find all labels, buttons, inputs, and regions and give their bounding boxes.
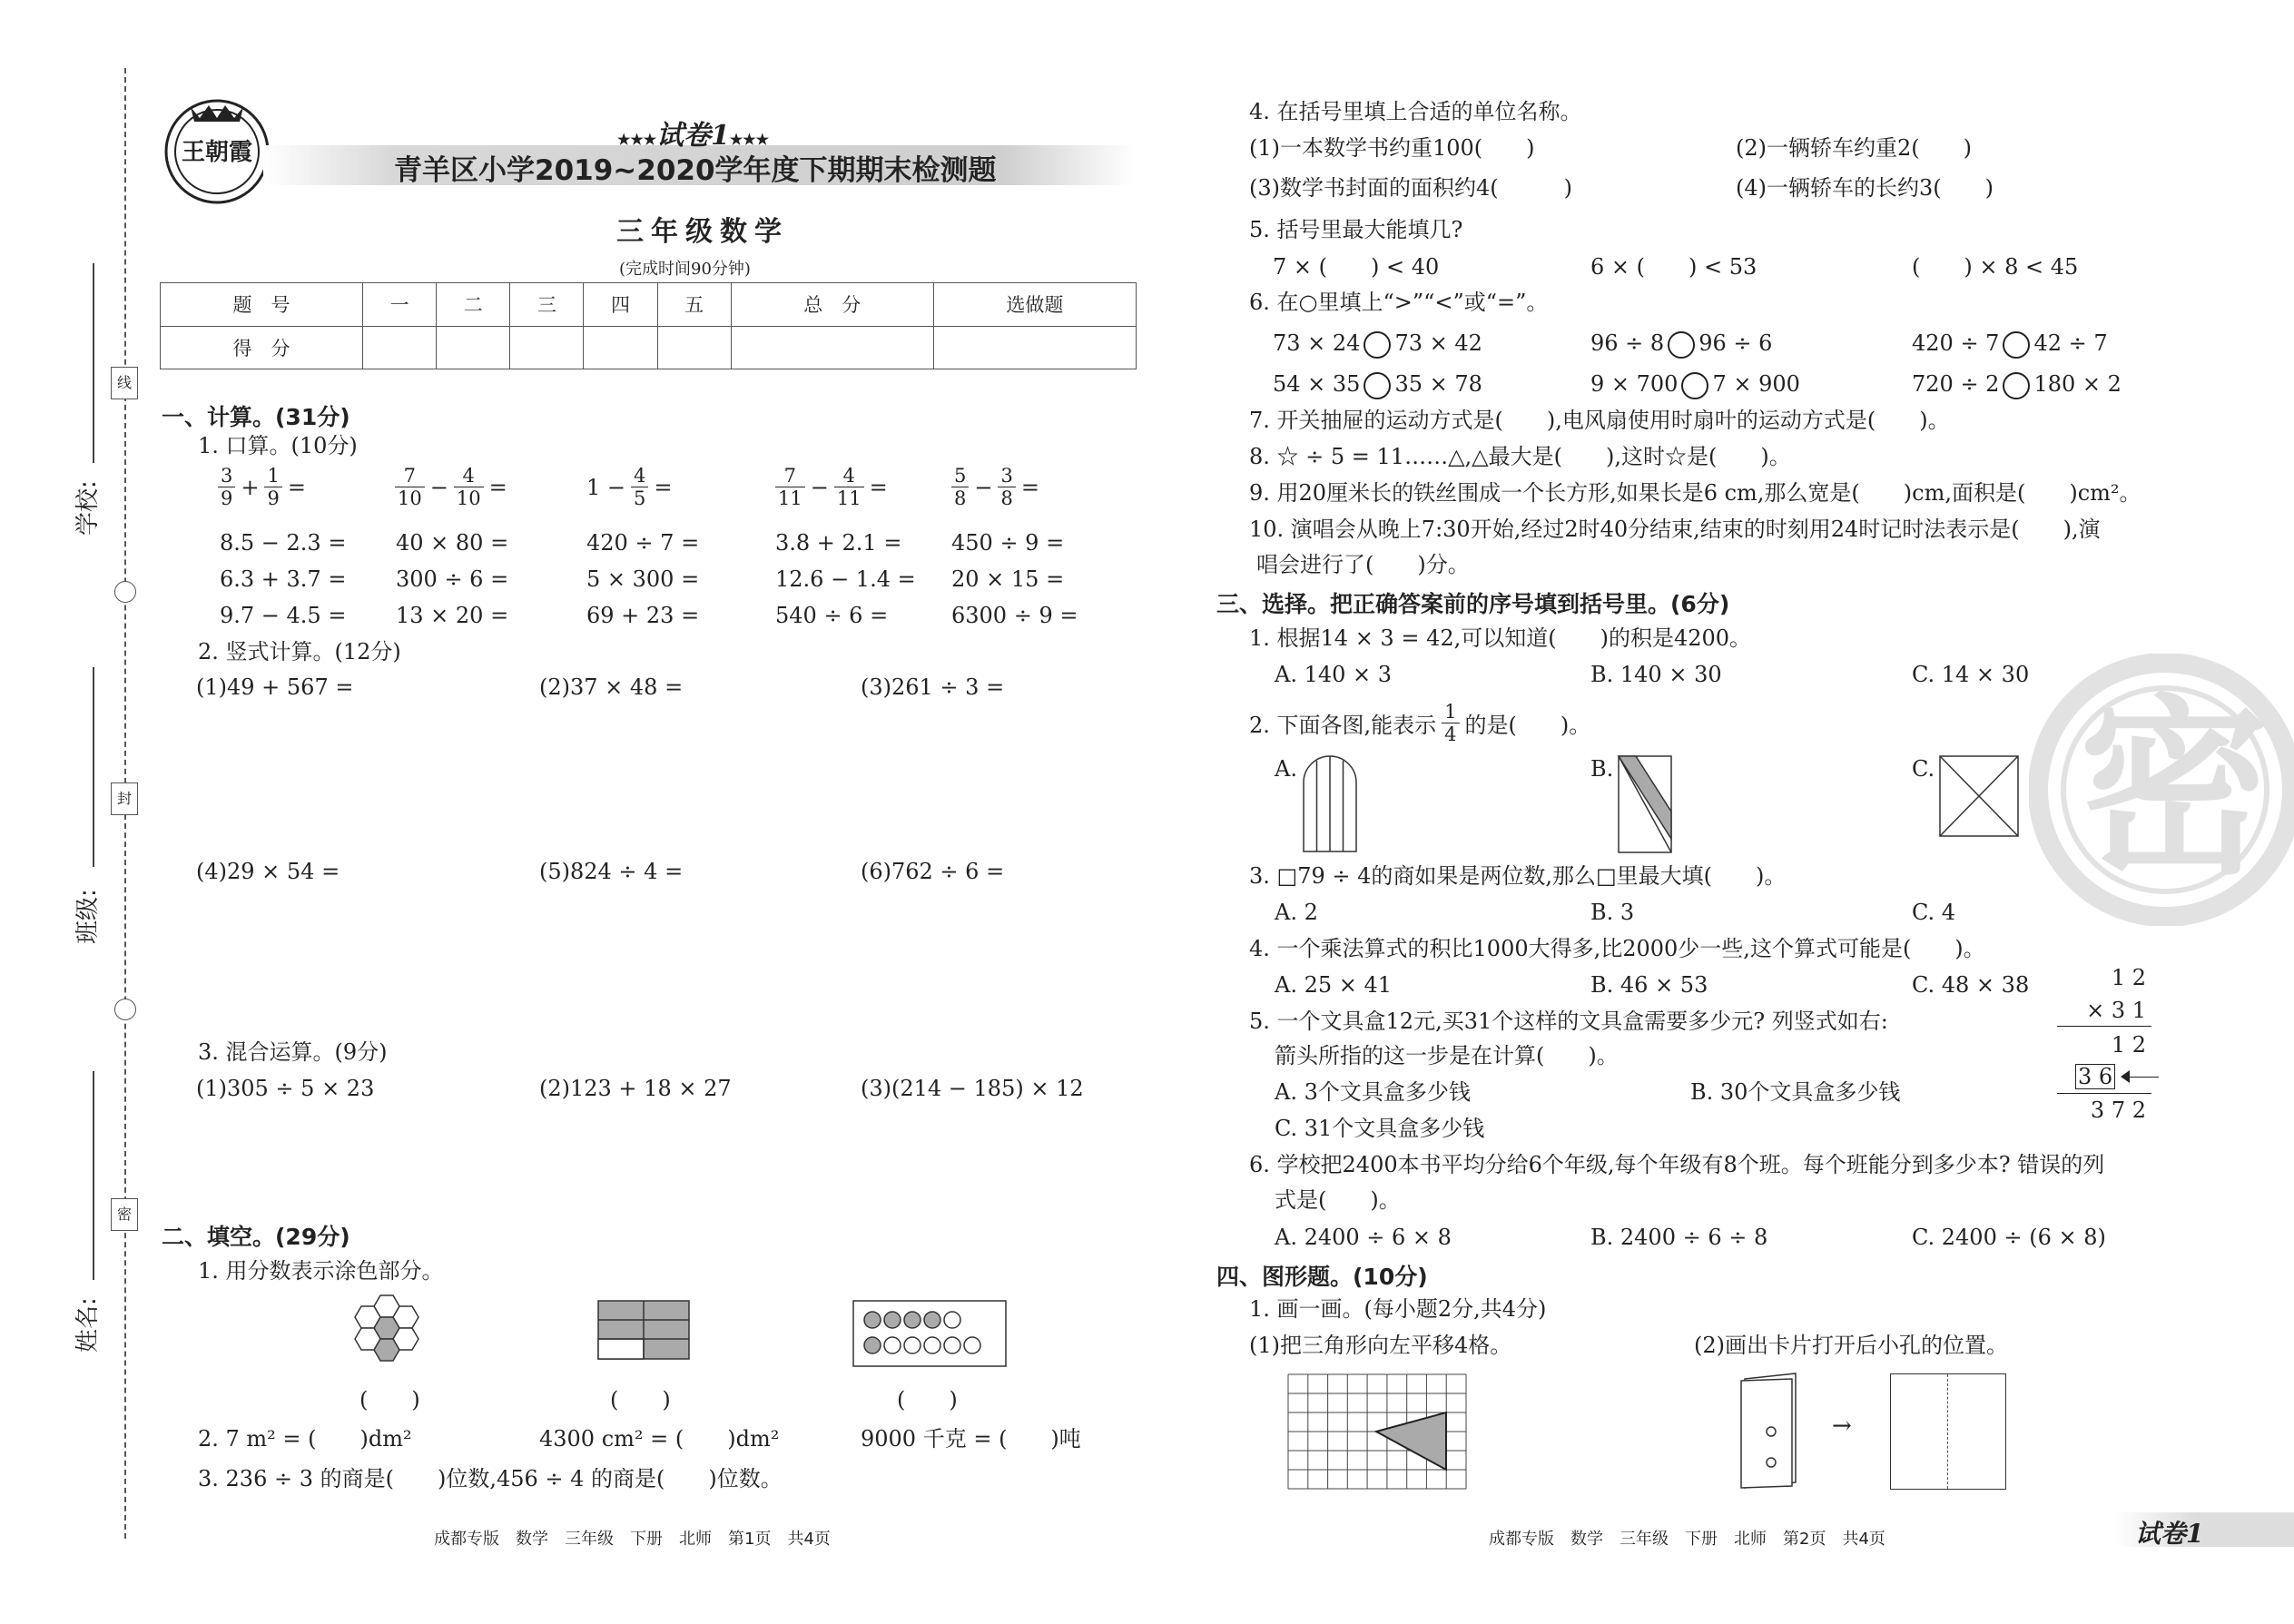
compare-right: 96 ÷ 6: [1698, 330, 1773, 356]
c2-option-label: B.: [1590, 756, 1614, 782]
compare-right: 180 × 2: [2033, 371, 2122, 397]
c1-question: 1. 根据14 × 3 = 42,可以知道( )的积是4200。: [1249, 625, 1752, 651]
c2-text: 2. 下面各图,能表示: [1249, 713, 1437, 738]
vertical-item: (3)261 ÷ 3 =: [861, 674, 1005, 700]
oral-item: 13 × 20 =: [396, 603, 509, 628]
compare-left: 720 ÷ 2: [1912, 371, 2000, 397]
c4-question: 4. 一个乘法算式的积比1000大得多,比2000少一些,这个算式可能是( )。: [1249, 936, 1985, 961]
c5-option: A. 3个文具盒多少钱: [1275, 1079, 1471, 1105]
compare-circle[interactable]: [1668, 331, 1695, 359]
paper-tag-text: 试卷1: [656, 120, 730, 152]
vertical-item: (4)29 × 54 =: [196, 859, 340, 884]
compare-circle[interactable]: [1681, 372, 1708, 399]
numerator: 5: [951, 465, 969, 487]
fraction-expr: $\frac{7}{10}$ − $\frac{4}{10}$ =: [395, 465, 507, 509]
c5-question: 5. 一个文具盒12元,买31个这样的文具盒需要多少元? 列竖式如右:: [1249, 1009, 1888, 1034]
oral-item: 40 × 80 =: [396, 530, 509, 556]
compare-right: 35 × 78: [1394, 371, 1482, 397]
answer-paren: ( ): [610, 1387, 671, 1412]
c4-option: C. 48 × 38: [1912, 972, 2030, 998]
denominator: 8: [1000, 487, 1013, 509]
c3-option: A. 2: [1275, 900, 1318, 925]
compare-item: [1273, 330, 1482, 359]
g1b-item: (2)画出卡片打开后小孔的位置。: [1694, 1333, 2008, 1358]
f2-item: 4300 cm² = ( )dm²: [539, 1426, 780, 1452]
c1-option: C. 14 × 30: [1912, 662, 2030, 687]
g1-title: 1. 画一画。(每小题2分,共4分): [1249, 1296, 1547, 1322]
denominator: 9: [221, 487, 233, 509]
numerator: 7: [395, 465, 425, 487]
corner-paper-tag: 试卷1: [2135, 1519, 2204, 1549]
hexagon-figure: [350, 1294, 434, 1381]
compare-circle[interactable]: [1364, 372, 1391, 399]
operator: 1 −: [586, 474, 626, 500]
oral-item: 300 ÷ 6 =: [396, 566, 509, 592]
fraction-expr: $\frac{5}{8}$ − $\frac{3}{8}$ =: [951, 465, 1039, 509]
vcalc-rule: [2057, 1093, 2151, 1094]
vertical-multiplication: [2048, 964, 2157, 1127]
svg-text:王朝霞: 王朝霞: [181, 139, 253, 166]
subject-title: 三年级数学: [616, 216, 789, 248]
vertical-item: (6)762 ÷ 6 =: [861, 859, 1005, 884]
fraction-expr: 1 − $\frac{4}{5}$ =: [586, 465, 673, 509]
oral-item: 12.6 − 1.4 =: [775, 566, 916, 592]
c2-question: [1249, 701, 1590, 745]
section-4-title: 四、图形题。(10分): [1216, 1264, 1428, 1290]
vcalc-boxed: 3 6: [2075, 1064, 2115, 1089]
compare-right: 73 × 42: [1394, 330, 1482, 356]
c6-option: C. 2400 ÷ (6 × 8): [1912, 1225, 2106, 1250]
folded-card-figure: [1739, 1372, 1803, 1493]
operator: −: [974, 474, 993, 500]
name-label: 姓名:: [74, 1297, 102, 1353]
exam-title: 青羊区小学2019~2020学年度下期期末检测题: [394, 154, 997, 187]
f1-title: 1. 用分数表示涂色部分。: [198, 1258, 444, 1284]
compare-item: [1590, 370, 1800, 399]
oral-item: 450 ÷ 9 =: [951, 530, 1065, 556]
f4-item: (2)一辆轿车约重2( ): [1736, 135, 1972, 161]
score-header-cell: 二: [437, 283, 510, 327]
compare-item: [1912, 370, 2122, 399]
c2-text: 的是( )。: [1464, 713, 1591, 738]
compare-right: 7 × 900: [1712, 371, 1800, 397]
vertical-item: (5)824 ÷ 4 =: [539, 859, 684, 884]
score-row-label: 得 分: [161, 326, 363, 369]
f5-item: 7 × ( ) < 40: [1273, 254, 1440, 280]
vcalc-row: 3 7 2: [2090, 1097, 2146, 1123]
mixed-item: (1)305 ÷ 5 × 23: [196, 1076, 375, 1101]
c6-question-2: 式是( )。: [1275, 1187, 1401, 1213]
f4-item: (4)一辆轿车的长约3( ): [1736, 175, 1994, 201]
name-line: [93, 1071, 94, 1280]
operator: −: [429, 474, 448, 500]
binding-tag-seal: 封: [111, 782, 138, 815]
right-arrow-icon: →: [1832, 1412, 1852, 1440]
score-header-cell: 三: [510, 283, 584, 327]
fraction-expr: $\frac{7}{11}$ − $\frac{4}{11}$ =: [775, 465, 888, 509]
binding-hole: [114, 581, 136, 603]
oral-item: 3.8 + 2.1 =: [775, 530, 902, 556]
f9-item: 9. 用20厘米长的铁丝围成一个长方形,如果长是6 cm,那么宽是( )cm,面积是( )cm²。: [1249, 480, 2141, 506]
score-header-cell: 总 分: [731, 283, 933, 327]
oral-item: 6300 ÷ 9 =: [951, 603, 1078, 628]
numerator: 3: [998, 465, 1015, 487]
compare-item: [1590, 330, 1772, 359]
answer-paren: ( ): [359, 1387, 420, 1412]
arch-figure: [1302, 755, 1358, 857]
score-cell[interactable]: [510, 326, 584, 369]
striped-rectangle-figure: [1618, 755, 1672, 857]
oral-item: 540 ÷ 6 =: [775, 603, 889, 628]
denominator: 11: [836, 487, 861, 509]
translation-grid[interactable]: [1287, 1373, 1467, 1493]
denominator: 8: [954, 487, 967, 509]
answer-paren: ( ): [897, 1387, 958, 1412]
f10-line2: 唱会进行了( )分。: [1256, 552, 1470, 577]
f8-item: 8. ☆ ÷ 5 = 11……△,△最大是( ),这时☆是( )。: [1249, 444, 1791, 469]
fold-line: [1947, 1374, 1948, 1489]
shaded-rectangle-figure: [597, 1300, 690, 1363]
score-header-row: [161, 283, 1137, 327]
f4-item: (1)一本数学书约重100( ): [1249, 135, 1535, 161]
f6-title: 6. 在○里填上“>”“<”或“=”。: [1249, 290, 1549, 315]
binding-tag-line: 线: [111, 367, 138, 399]
vcalc-row: 1 2: [2111, 1032, 2146, 1058]
denominator: 10: [456, 487, 481, 509]
class-label: 班级:: [74, 889, 102, 944]
f7-item: 7. 开关抽屉的运动方式是( ),电风扇使用时扇叶的运动方式是( )。: [1249, 408, 1950, 433]
numerator: 1: [1442, 701, 1459, 723]
section-1-title: 一、计算。(31分): [162, 404, 350, 430]
score-cell[interactable]: [731, 326, 933, 369]
page-footer-left: 成都专版 数学 三年级 下册 北师 第1页 共4页: [434, 1530, 831, 1549]
numerator: 3: [218, 465, 235, 487]
c3-option: B. 3: [1590, 900, 1635, 925]
operator: +: [241, 474, 260, 500]
compare-right: 42 ÷ 7: [2033, 330, 2108, 356]
brand-seal-logo: [163, 98, 271, 205]
numerator: 1: [264, 465, 281, 487]
compare-left: 420 ÷ 7: [1912, 330, 2000, 356]
c1-option: A. 140 × 3: [1275, 662, 1393, 687]
oral-item: 69 + 23 =: [586, 603, 700, 628]
score-table: [160, 282, 1137, 369]
c3-option: C. 4: [1912, 900, 1956, 925]
circles-figure: [852, 1300, 1007, 1371]
oral-item: 420 ÷ 7 =: [586, 530, 700, 556]
c6-option: A. 2400 ÷ 6 × 8: [1275, 1225, 1452, 1250]
f4-title: 4. 在括号里填上合适的单位名称。: [1249, 99, 1582, 124]
denominator: 4: [1444, 723, 1457, 745]
operator: −: [810, 474, 829, 500]
c2-option-label: A.: [1275, 756, 1297, 782]
f5-item: 6 × ( ) < 53: [1590, 254, 1757, 280]
score-header-cell: 四: [584, 283, 657, 327]
denominator: 9: [267, 487, 280, 509]
oral-item: 8.5 − 2.3 =: [220, 530, 347, 556]
f5-title: 5. 括号里最大能填几?: [1249, 217, 1463, 242]
score-header-cell: 选做题: [933, 283, 1136, 327]
paper-tag: ★★★试卷1★★★: [617, 120, 769, 152]
f3-item: 3. 236 ÷ 3 的商是( )位数,456 ÷ 4 的商是( )位数。: [198, 1466, 783, 1491]
c2-option-label: C.: [1912, 756, 1935, 782]
f2-item: 2. 7 m² = ( )dm²: [198, 1426, 412, 1452]
fraction-expr: $\frac{3}{9}$ + $\frac{1}{9}$ =: [218, 465, 306, 509]
compare-left: 96 ÷ 8: [1590, 330, 1665, 356]
c3-question: 3. □79 ÷ 4的商如果是两位数,那么□里最大填( )。: [1249, 863, 1787, 889]
opened-card-figure[interactable]: [1890, 1373, 2006, 1490]
score-cell[interactable]: [584, 326, 657, 369]
c1-option: B. 140 × 30: [1590, 662, 1722, 687]
score-cell[interactable]: [437, 326, 510, 369]
binding-hole: [114, 999, 136, 1020]
c5-option: B. 30个文具盒多少钱: [1690, 1079, 1901, 1105]
score-header-cell: 五: [657, 283, 731, 327]
c6-question: 6. 学校把2400本书平均分给6个年级,每个年级有8个班。每个班能分到多少本? 错误的列: [1249, 1152, 2105, 1177]
oral-item: 6.3 + 3.7 =: [220, 566, 347, 592]
section-2-title: 二、填空。(29分): [162, 1224, 350, 1250]
vcalc-rule: [2057, 1026, 2151, 1027]
vertical-item: (2)37 × 48 =: [539, 674, 684, 700]
mixed-item: (3)(214 − 185) × 12: [861, 1076, 1084, 1101]
compare-left: 54 × 35: [1273, 371, 1361, 397]
crossed-square-figure: [1939, 755, 2019, 841]
oral-item: 5 × 300 =: [586, 566, 700, 592]
class-line: [93, 667, 94, 867]
section-3-title: 三、选择。把正确答案前的序号填到括号里。(6分): [1216, 591, 1730, 617]
score-header-cell: 一: [363, 283, 437, 327]
denominator: 10: [398, 487, 422, 509]
score-cell[interactable]: [657, 326, 731, 369]
denominator: 5: [634, 487, 646, 509]
page-footer-right: 成都专版 数学 三年级 下册 北师 第2页 共4页: [1489, 1530, 1885, 1549]
score-cell[interactable]: [933, 326, 1136, 369]
duration-note: (完成时间90分钟): [619, 260, 751, 279]
f2-item: 9000 千克 = ( )吨: [861, 1426, 1081, 1452]
compare-left: 9 × 700: [1590, 371, 1679, 397]
compare-circle[interactable]: [2003, 331, 2030, 359]
school-label: 学校:: [74, 480, 102, 536]
compare-circle[interactable]: [2003, 372, 2030, 399]
compare-item: [1912, 330, 2108, 359]
compare-circle[interactable]: [1364, 331, 1391, 359]
compare-left: 73 × 24: [1273, 330, 1361, 356]
g1a-item: (1)把三角形向左平移4格。: [1249, 1333, 1512, 1358]
q3-title: 3. 混合运算。(9分): [198, 1039, 388, 1065]
f4-item: (3)数学书封面的面积约4( ): [1249, 175, 1572, 201]
vcalc-row: × 3 1: [2086, 998, 2146, 1023]
numerator: 7: [775, 465, 805, 487]
f10-line1: 10. 演唱会从晚上7:30开始,经过2时40分结束,结束的时刻用24时记时法表示是( ),演: [1249, 517, 2101, 542]
f5-item: ( ) × 8 < 45: [1912, 254, 2079, 280]
denominator: 11: [778, 487, 802, 509]
c4-option: B. 46 × 53: [1590, 972, 1708, 998]
school-line: [93, 263, 94, 463]
oral-item: 20 × 15 =: [951, 566, 1065, 592]
watermark-char: 密: [2079, 678, 2270, 901]
numerator: 4: [631, 465, 648, 487]
compare-item: [1273, 370, 1482, 399]
score-header-cell: 题 号: [161, 283, 363, 327]
binding-tag-secret: 密: [111, 1198, 138, 1231]
score-value-row: [161, 326, 1137, 369]
mixed-item: (2)123 + 18 × 27: [539, 1076, 732, 1101]
arrow-head-icon: [2121, 1070, 2130, 1083]
numerator: 4: [834, 465, 864, 487]
vertical-item: (1)49 + 567 =: [196, 674, 354, 700]
c5-option: C. 31个文具盒多少钱: [1275, 1116, 1485, 1141]
score-cell[interactable]: [363, 326, 437, 369]
oral-item: 9.7 − 4.5 =: [220, 603, 347, 628]
q2-title: 2. 竖式计算。(12分): [198, 639, 401, 664]
c5-question-2: 箭头所指的这一步是在计算( )。: [1275, 1043, 1619, 1068]
c4-option: A. 25 × 41: [1275, 972, 1393, 998]
q1-title: 1. 口算。(10分): [198, 433, 358, 458]
vcalc-row: 1 2: [2111, 965, 2146, 990]
numerator: 4: [454, 465, 484, 487]
c6-option: B. 2400 ÷ 6 ÷ 8: [1590, 1225, 1768, 1250]
